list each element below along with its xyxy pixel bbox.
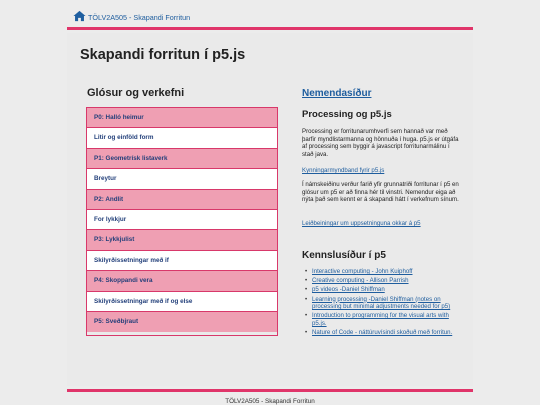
nav-item-p4[interactable]: P4: Skoppandi vera <box>87 271 277 291</box>
nav-item-p1[interactable]: P1: Geometrísk listaverk <box>87 149 277 169</box>
list-item <box>302 296 462 311</box>
nav-item-breytur[interactable]: Breytur <box>87 169 277 189</box>
top-accent-line <box>67 27 473 30</box>
notes-heading: Glósur og verkefni <box>87 87 185 99</box>
bottom-accent-line <box>67 389 473 392</box>
nav-item-p3[interactable]: P3: Lykkjulist <box>87 230 277 250</box>
bullet-icon: • <box>305 329 308 337</box>
resources-heading: Kennslusíður í p5 <box>302 250 386 261</box>
bullet-icon: • <box>305 277 308 285</box>
nav-item-for-lykkjur[interactable]: For lykkjur <box>87 210 277 230</box>
nav-item-p5[interactable]: P5: Sveðbjraut <box>87 312 277 332</box>
resource-link[interactable]: Nature of Code - náttúruvísindi skoðuð með forritun. <box>312 329 453 337</box>
nav-item-if[interactable]: Skilyrðissetningar með if <box>87 251 277 271</box>
bullet-icon: • <box>305 295 308 303</box>
home-icon[interactable] <box>73 10 86 22</box>
resource-link[interactable]: Creative computing - Allison Parrish <box>312 277 409 285</box>
page-title: Skapandi forritun í p5.js <box>80 47 246 63</box>
resource-link[interactable]: Learning processing -Daniel Shiffman (notes on processing but minimal adjustments needed for p5) <box>312 295 451 311</box>
list-item <box>302 286 462 294</box>
site-title-link[interactable]: TÖLV2A505 - Skapandi Forritun <box>88 13 191 22</box>
list-item <box>302 277 462 285</box>
nav-item-p0[interactable]: P0: Halló heimur <box>87 108 277 128</box>
bullet-icon: • <box>305 268 308 275</box>
notes-nav-list <box>86 107 278 336</box>
processing-description: Processing er forritunarumhverfi sem hannað var með þarfir myndlistarmanna og hönnuða í huga. p5.js er útgáfa af processing sem byggir á javascript forritunarmálinu í stað java. <box>302 128 459 158</box>
top-bar <box>67 8 473 28</box>
resource-link[interactable]: Introduction to programming for the visual arts with p5.js. <box>312 312 449 327</box>
course-description: Í námskeiðinu verður farið yfir grunnatriði forritunar í p5 en glósur um p5 er að finna hér til vinstri. Nemendur eiga að nýta það sem kennt er á skapandi hátt í verkefnum sínum. <box>302 181 459 203</box>
list-item <box>302 329 462 337</box>
resource-link[interactable]: p5 videos -Daniel Shiffman <box>312 286 385 294</box>
intro-video-link[interactable]: Kynningarmyndband fyrir p5.js <box>302 167 385 174</box>
setup-guide-link[interactable]: Leiðbeiningar um uppsetninguna okkar á p5 <box>302 220 421 227</box>
nav-item-litir[interactable]: Litir og einföld form <box>87 128 277 148</box>
nav-item-if-else[interactable]: Skilyrðissetningar með if og else <box>87 292 277 312</box>
list-item <box>302 312 462 327</box>
resource-link[interactable]: Interactive computing - John Kuiphoff <box>312 268 413 275</box>
nav-item-p2[interactable]: P2: Andlit <box>87 190 277 210</box>
footer-text: TÖLV2A505 - Skapandi Forritun <box>225 398 315 405</box>
resources-list <box>302 268 462 338</box>
student-pages-link[interactable]: Nemendasíður <box>302 88 372 99</box>
bullet-icon: • <box>305 286 308 294</box>
processing-heading: Processing og p5.js <box>302 109 392 120</box>
bullet-icon: • <box>305 312 308 320</box>
list-item <box>302 268 462 276</box>
